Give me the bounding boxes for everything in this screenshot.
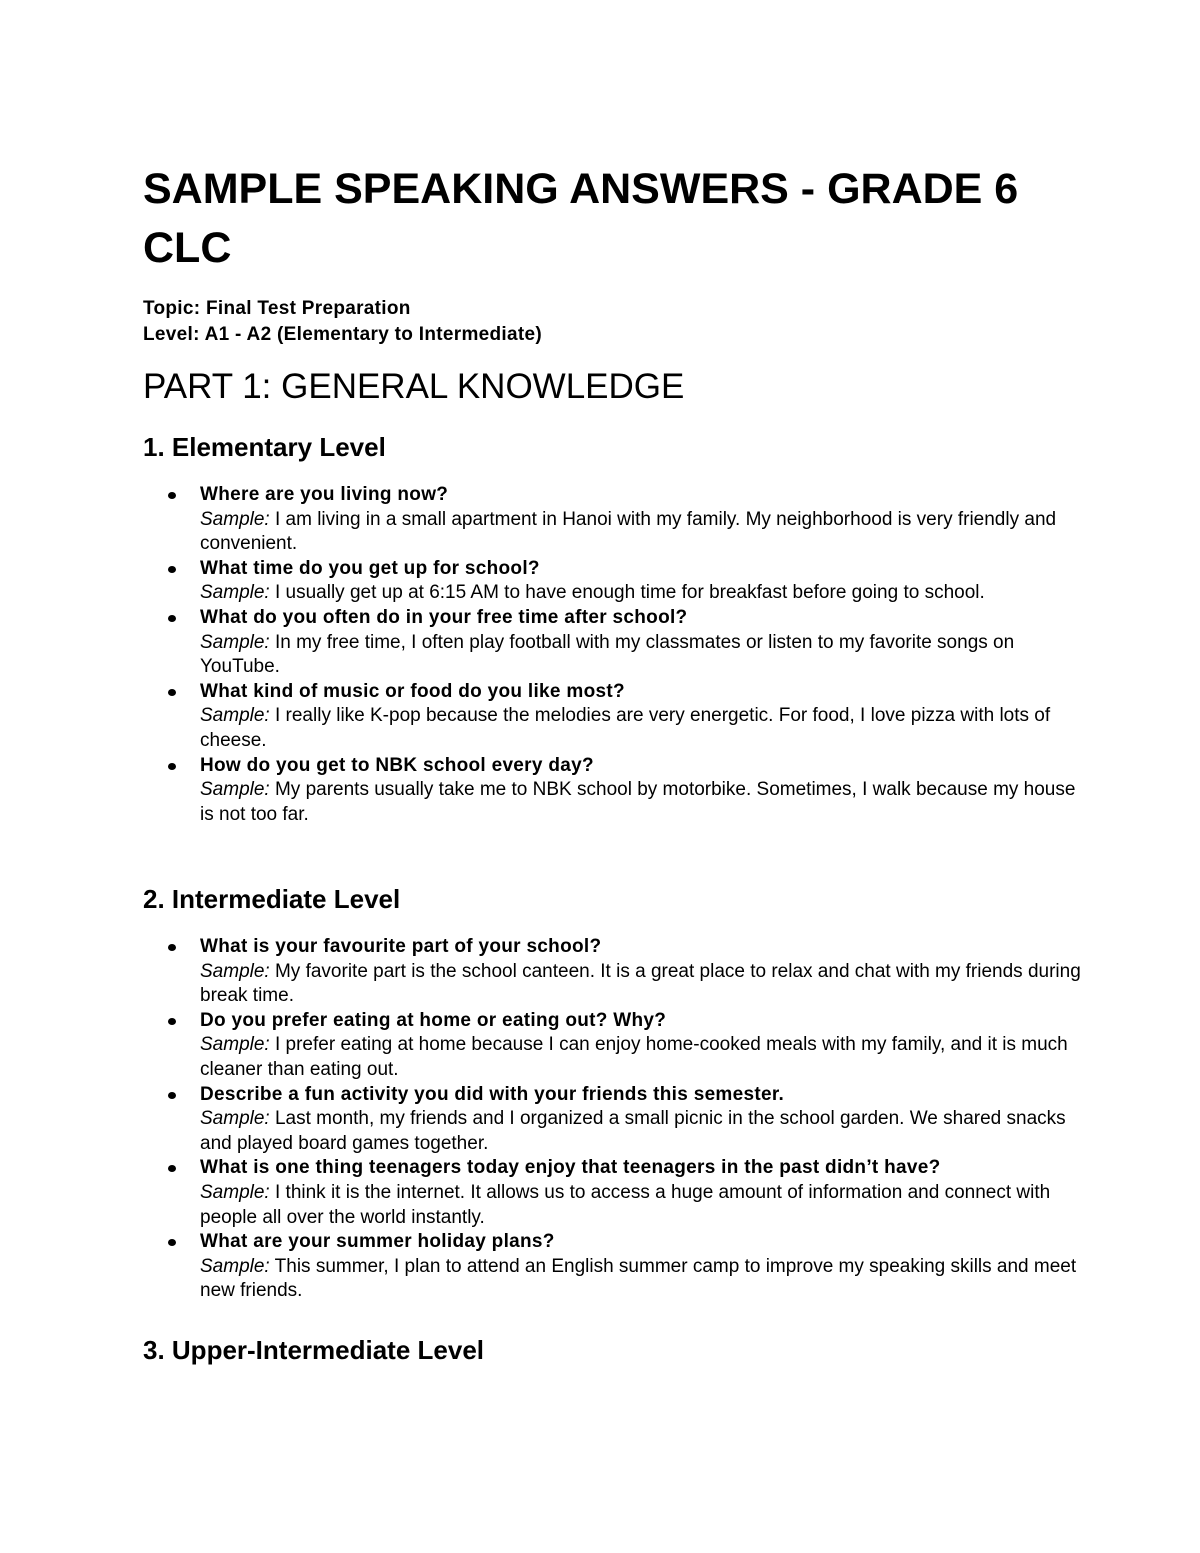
sample-answer [200,704,1083,753]
sample-label: Sample: [200,1255,270,1277]
document-title: SAMPLE SPEAKING ANSWERS - GRADE 6 CLC [143,165,1019,272]
sample-label: Sample: [200,582,270,604]
bullet-icon [168,566,176,573]
section-heading: 3. Upper-Intermediate Level [143,1335,484,1365]
list-item [143,557,1083,606]
list-item [143,1156,1083,1230]
sample-answer [200,581,1083,606]
answer-text: I think it is the internet. It allows us to access a huge amount of information and connect with people all over the world instantly. [200,1181,1051,1228]
sample-answer [200,1255,1083,1304]
question-list [143,483,1083,827]
list-item [143,754,1083,828]
question-text: What is your favourite part of your school? [200,936,602,957]
bullet-icon [168,615,176,622]
sample-label: Sample: [200,1108,270,1130]
sample-label: Sample: [200,1034,270,1056]
answer-text: I prefer eating at home because I can enjoy home-cooked meals with my family, and it is much cleaner than eating out. [200,1034,1068,1080]
list-item [143,935,1083,1009]
section-heading: 2. Intermediate Level [143,884,401,914]
bullet-icon [168,1239,176,1246]
sample-answer [200,960,1083,1009]
sample-answer [200,1033,1083,1082]
sample-label: Sample: [200,631,270,653]
topic-line: Topic: Final Test Preparation [143,298,411,319]
question-text: Do you prefer eating at home or eating out? Why? [200,1009,667,1031]
sample-answer [200,1107,1083,1156]
answer-text: Last month, my friends and I organized a small picnic in the school garden. We shared snacks and played board games together. [200,1108,1066,1154]
bullet-icon [168,763,176,770]
level-line: Level: A1 - A2 (Elementary to Intermediate) [143,324,542,345]
list-item [143,1230,1083,1304]
bullet-icon [168,1018,176,1025]
sample-answer [200,1181,1083,1230]
answer-text: I really like K-pop because the melodies are very energetic. For food, I love pizza with lots of cheese. [200,705,1051,751]
list-item [143,1083,1083,1157]
answer-text: I am living in a small apartment in Hanoi with my family. My neighborhood is very friendly and convenient. [200,508,1057,555]
answer-text: My parents usually take me to NBK school by motorbike. Sometimes, I walk because my house is not too far. [200,779,1076,825]
section-heading: 1. Elementary Level [143,432,386,462]
list-item [143,680,1083,754]
sample-answer [200,631,1083,680]
question-text: Where are you living now? [200,484,449,505]
question-text: What kind of music or food do you like most? [200,680,625,702]
question-text: What time do you get up for school? [200,557,540,579]
question-text: Describe a fun activity you did with your friends this semester. [200,1083,785,1105]
bullet-icon [168,492,176,499]
question-text: What are your summer holiday plans? [200,1231,555,1253]
part-title: PART 1: GENERAL KNOWLEDGE [143,367,685,406]
sample-label: Sample: [200,779,270,801]
question-text: What is one thing teenagers today enjoy that teenagers in the past didn’t have? [200,1157,941,1179]
section-intermediate [143,882,1083,1304]
document-meta [143,296,542,348]
list-item [143,606,1083,680]
sample-answer [200,508,1083,557]
question-text: What do you often do in your free time after school? [200,606,688,628]
bullet-icon [168,689,176,696]
list-item [143,483,1083,557]
list-item [143,1009,1083,1083]
answer-text: I usually get up at 6:15 AM to have enough time for breakfast before going to school. [274,582,985,604]
question-text: How do you get to NBK school every day? [200,754,594,776]
question-list [143,935,1083,1304]
section-elementary [143,430,1083,827]
sample-label: Sample: [200,960,270,982]
bullet-icon [168,944,176,951]
section-upper-intermediate [143,1333,1083,1367]
bullet-icon [168,1165,176,1172]
sample-label: Sample: [200,705,270,727]
sample-label: Sample: [200,508,270,530]
answer-text: This summer, I plan to attend an English summer camp to improve my speaking skills and meet new friends. [200,1255,1077,1302]
answer-text: In my free time, I often play football with my classmates or listen to my favorite songs on YouTube. [200,631,1015,678]
answer-text: My favorite part is the school canteen. It is a great place to relax and chat with my friends during break time. [200,960,1081,1007]
sample-label: Sample: [200,1181,270,1203]
bullet-icon [168,1092,176,1099]
sample-answer [200,778,1083,827]
